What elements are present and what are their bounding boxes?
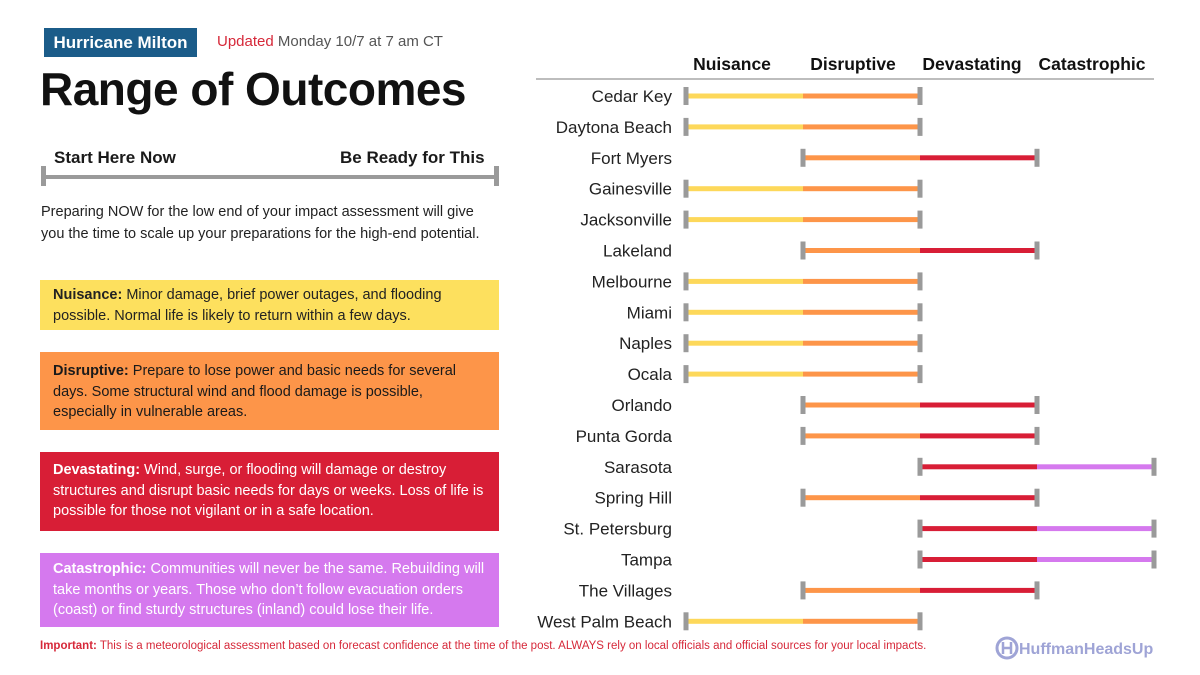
range-segment-gainesville-disruptive [803, 186, 920, 191]
range-segment-orlando-devastating [920, 403, 1037, 408]
range-segment-west-palm-beach-nuisance [686, 619, 803, 624]
range-end-cap-fort-myers [1035, 149, 1040, 167]
range-segment-daytona-beach-nuisance [686, 124, 803, 129]
range-end-cap-the-villages [1035, 581, 1040, 599]
city-label-spring-hill: Spring Hill [594, 488, 672, 508]
range-start-cap-daytona-beach [684, 118, 689, 136]
city-label-orlando: Orlando [611, 396, 672, 415]
range-start-cap-cedar-key [684, 87, 689, 105]
column-header-nuisance: Nuisance [693, 54, 771, 74]
range-segment-west-palm-beach-disruptive [803, 619, 920, 624]
range-start-cap-melbourne [684, 272, 689, 290]
range-segment-the-villages-devastating [920, 588, 1037, 593]
range-end-cap-naples [918, 334, 923, 352]
range-end-cap-melbourne [918, 272, 923, 290]
range-end-cap-daytona-beach [918, 118, 923, 136]
city-label-jacksonville: Jacksonville [580, 210, 672, 230]
range-segment-melbourne-nuisance [686, 279, 803, 284]
footer-text: This is a meteorological assessment based on forecast confidence at the time of the post. ALWAYS rely on local officials and official sources for your local impacts. [96, 640, 927, 652]
city-label-gainesville: Gainesville [588, 179, 672, 199]
range-segment-jacksonville-disruptive [803, 217, 920, 222]
range-start-cap-miami [684, 303, 689, 321]
range-segment-melbourne-disruptive [803, 279, 920, 284]
range-segment-ocala-nuisance [686, 372, 803, 377]
city-label-punta-gorda: Punta Gorda [575, 426, 672, 446]
range-segment-tampa-catastrophic [1037, 557, 1154, 562]
range-segment-st-petersburg-devastating [920, 526, 1037, 531]
range-start-cap-gainesville [684, 180, 689, 198]
range-segment-spring-hill-disruptive [803, 495, 920, 500]
footer-important-label: Important: [40, 640, 97, 652]
range-segment-cedar-key-nuisance [686, 94, 803, 99]
range-start-cap-sarasota [918, 458, 923, 476]
range-start-cap-st-petersburg [918, 520, 923, 538]
range-segment-orlando-disruptive [803, 403, 920, 408]
range-segment-st-petersburg-catastrophic [1037, 526, 1154, 531]
city-label-naples: Naples [619, 334, 672, 354]
range-end-cap-spring-hill [1035, 489, 1040, 507]
catastrophic-text: Communities will never be the same. Rebuilding will take months or years. Those who don’t follow evacuation orders (coast) or find sturdy structures (inland) could lose their life. [53, 561, 485, 618]
range-end-cap-gainesville [918, 180, 923, 198]
city-label-cedar-key: Cedar Key [591, 87, 672, 106]
city-label-st-petersburg: St. Petersburg [563, 519, 672, 539]
city-label-west-palm-beach: West Palm Beach [537, 612, 672, 632]
column-header-devastating: Devastating [922, 54, 1022, 74]
city-label-melbourne: Melbourne [591, 272, 672, 292]
range-segment-ocala-disruptive [803, 372, 920, 377]
range-end-cap-sarasota [1152, 458, 1157, 476]
city-label-daytona-beach: Daytona Beach [555, 117, 672, 137]
range-segment-fort-myers-disruptive [803, 155, 920, 160]
range-segment-naples-nuisance [686, 341, 803, 346]
range-end-cap-st-petersburg [1152, 520, 1157, 538]
scale-left-label: Start Here Now [54, 148, 176, 167]
devastating-term: Devastating: [53, 462, 141, 478]
range-start-cap-jacksonville [684, 211, 689, 229]
range-start-cap-west-palm-beach [684, 612, 689, 630]
page-title: Range of Outcomes [40, 63, 467, 115]
range-start-cap-lakeland [801, 242, 806, 260]
city-label-the-villages: The Villages [578, 581, 672, 601]
range-end-cap-cedar-key [918, 87, 923, 105]
range-start-cap-tampa [918, 551, 923, 569]
range-segment-spring-hill-devastating [920, 495, 1037, 500]
range-segment-the-villages-disruptive [803, 588, 920, 593]
storm-name-badge: Hurricane Milton [44, 28, 197, 57]
range-start-cap-spring-hill [801, 489, 806, 507]
disruptive-text: Prepare to lose power and basic needs for several days. Some structural wind and flood damage is possible, especially in vulnerable areas. [53, 363, 456, 420]
range-end-cap-orlando [1035, 396, 1040, 414]
range-segment-daytona-beach-disruptive [803, 124, 920, 129]
range-segment-naples-disruptive [803, 341, 920, 346]
scale-right-label: Be Ready for This [340, 148, 485, 167]
range-segment-punta-gorda-devastating [920, 433, 1037, 438]
nuisance-term: Nuisance: [53, 287, 123, 303]
city-label-miami: Miami [626, 303, 672, 323]
range-segment-lakeland-devastating [920, 248, 1037, 253]
range-segment-lakeland-disruptive [803, 248, 920, 253]
range-end-cap-miami [918, 303, 923, 321]
range-segment-miami-disruptive [803, 310, 920, 315]
city-label-ocala: Ocala [627, 365, 672, 385]
range-segment-sarasota-catastrophic [1037, 464, 1154, 469]
range-start-cap-punta-gorda [801, 427, 806, 445]
logo-text: HuffmanHeadsUp [1019, 641, 1154, 658]
city-label-tampa: Tampa [620, 550, 672, 570]
range-segment-fort-myers-devastating [920, 155, 1037, 160]
devastating-text: Wind, surge, or flooding will damage or destroy structures and disrupt basic needs for days or weeks. Loss of life is possible for those not vigilant or in a safe location. [53, 462, 484, 519]
city-label-sarasota: Sarasota [603, 457, 672, 477]
city-label-lakeland: Lakeland [602, 241, 672, 261]
column-header-disruptive: Disruptive [810, 54, 896, 74]
disruptive-term: Disruptive: [53, 363, 129, 379]
range-segment-punta-gorda-disruptive [803, 433, 920, 438]
range-segment-miami-nuisance [686, 310, 803, 315]
range-start-cap-orlando [801, 396, 806, 414]
catastrophic-term: Catastrophic: [53, 561, 147, 577]
range-segment-gainesville-nuisance [686, 186, 803, 191]
range-end-cap-jacksonville [918, 211, 923, 229]
range-segment-tampa-devastating [920, 557, 1037, 562]
range-segment-cedar-key-disruptive [803, 94, 920, 99]
range-end-cap-tampa [1152, 551, 1157, 569]
range-segment-sarasota-devastating [920, 464, 1037, 469]
range-end-cap-ocala [918, 365, 923, 383]
range-start-cap-ocala [684, 365, 689, 383]
range-end-cap-west-palm-beach [918, 612, 923, 630]
column-header-catastrophic: Catastrophic [1038, 54, 1146, 74]
nuisance-text: Minor damage, brief power outages, and flooding possible. Normal life is likely to return within a few days. [53, 287, 442, 324]
intro-text: Preparing NOW for the low end of your impact assessment will give you the time to scale up your preparations for the high-end potential. [41, 204, 480, 242]
updated-time: Monday 10/7 at 7 am CT [277, 33, 443, 50]
range-start-cap-naples [684, 334, 689, 352]
updated-label: Updated [217, 33, 274, 50]
range-start-cap-the-villages [801, 581, 806, 599]
range-end-cap-punta-gorda [1035, 427, 1040, 445]
range-segment-jacksonville-nuisance [686, 217, 803, 222]
range-start-cap-fort-myers [801, 149, 806, 167]
range-end-cap-lakeland [1035, 242, 1040, 260]
city-label-fort-myers: Fort Myers [590, 148, 672, 168]
